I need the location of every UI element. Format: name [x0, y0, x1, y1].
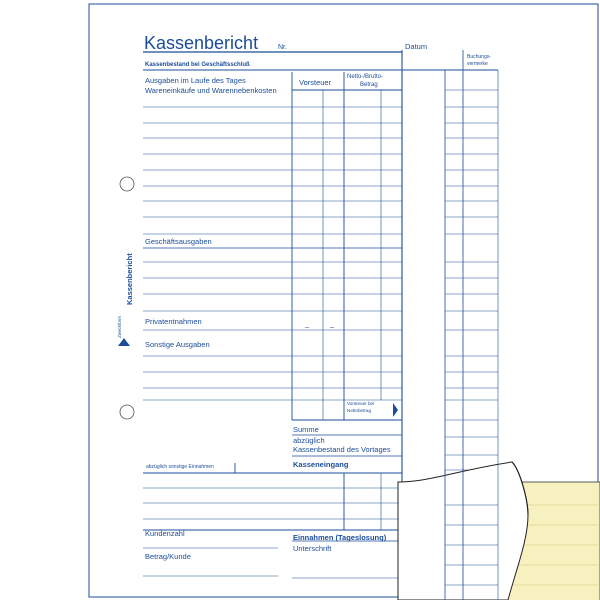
- spine-brand: Zweckform: [117, 315, 122, 338]
- kassenbestand-vortag-label: Kassenbestand des Vortages: [293, 445, 391, 454]
- punch-hole-bottom: [120, 405, 134, 419]
- unterschrift-label: Unterschrift: [293, 544, 332, 553]
- arrow-marker: [393, 403, 398, 417]
- buchungsvermerke-label-line2: vermerke: [467, 61, 488, 67]
- betrag-header-line2: Betrag: [360, 82, 378, 88]
- sonstige-ausgaben-label: Sonstige Ausgaben: [145, 340, 210, 349]
- einnahmen-label: [293, 534, 386, 542]
- vorsteuer-bei-label-line1: Vorsteuer bei: [347, 401, 375, 406]
- ausgaben-label: Ausgaben im Laufe des Tages: [145, 76, 246, 85]
- geschaeftsausgaben-label: Geschäftsausgaben: [145, 237, 212, 246]
- spine-logo-icon: [118, 338, 130, 346]
- privatentnahmen-dash-1: –: [305, 322, 310, 331]
- privatentnahmen-label: Privatentnahmen: [145, 317, 202, 326]
- privatentnahmen-dash-2: –: [330, 322, 335, 331]
- punch-hole-top: [120, 177, 134, 191]
- abzueglich-label: abzüglich: [293, 436, 325, 445]
- vorsteuer-header: Vorsteuer: [299, 78, 332, 87]
- betrag-kunde-label: Betrag/Kunde: [145, 552, 191, 561]
- wareneinkaeufe-label: Wareneinkäufe und Warennebenkosten: [145, 86, 277, 95]
- spine-title: Kassenbericht: [125, 253, 134, 305]
- datum-label: Datum: [405, 42, 428, 51]
- summe-label: Summe: [293, 425, 319, 434]
- buchungsvermerke-label-line1: Buchungs-: [467, 54, 491, 60]
- vorsteuer-bei-label-line2: Nettobetrag: [347, 408, 372, 413]
- kundenzahl-label: Kundenzahl: [145, 529, 185, 538]
- form-title: Kassenbericht: [144, 33, 259, 53]
- abzueglich-einnahmen-label: abzüglich sonstige Einnahmen: [146, 464, 214, 470]
- betrag-header-line1: Netto-/Brutto-: [347, 74, 384, 80]
- kasseneingang-label: Kasseneingang: [293, 460, 349, 469]
- kassenbestand-label: Kassenbestand bei Geschäftsschluß: [145, 62, 250, 68]
- einnahmen-label-text: Einnahmen (Tageslosung): [293, 533, 387, 542]
- nr-label: Nr.: [278, 44, 287, 51]
